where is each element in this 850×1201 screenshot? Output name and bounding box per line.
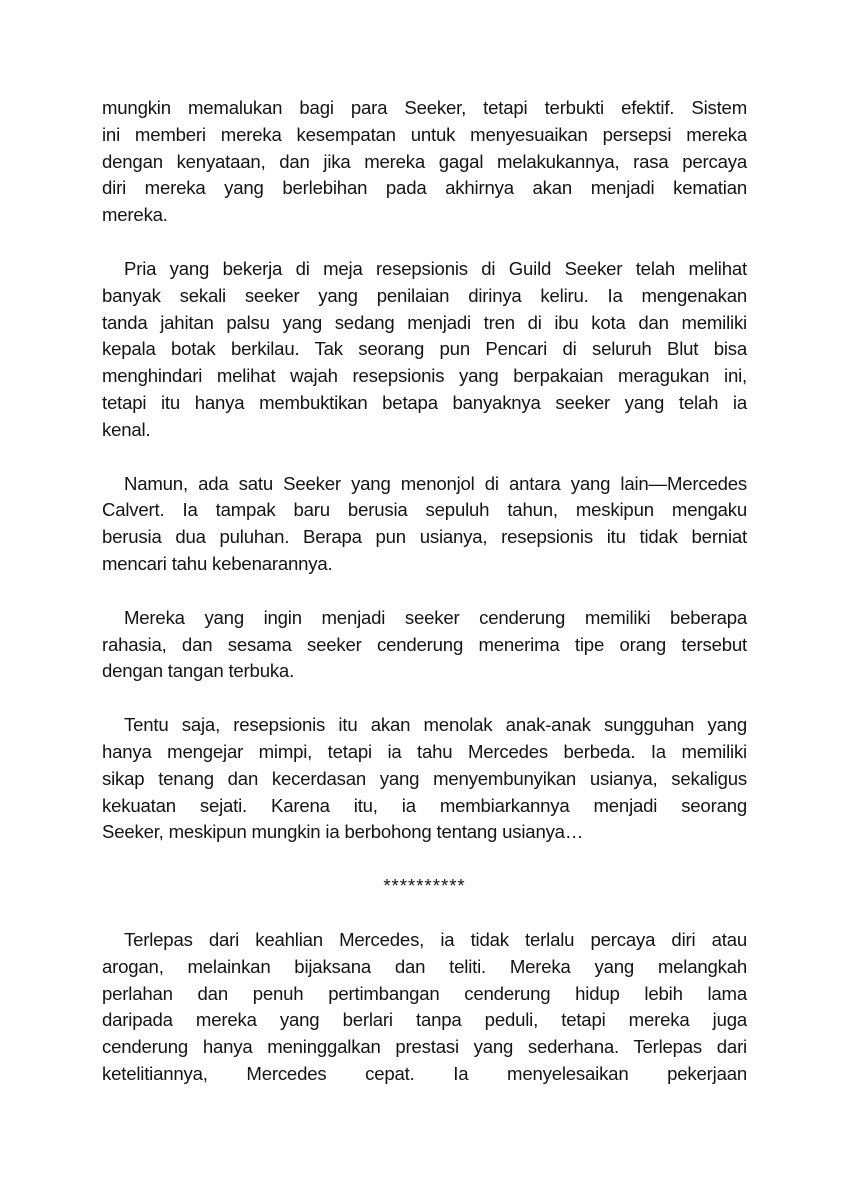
text-line: kenal.	[102, 418, 151, 440]
text-line: arogan, melainkan bijaksana dan teliti. Mereka yang melangkah	[102, 955, 747, 977]
text-line: dengan tangan terbuka.	[102, 660, 295, 682]
text-line: hanya mengejar mimpi, tetapi ia tahu Mercedes berbeda. Ia memiliki	[102, 740, 747, 762]
paragraph	[102, 256, 747, 444]
text-line: Tentu saja, resepsionis itu akan menolak anak-anak sungguhan yang	[124, 714, 747, 736]
text-line: Terlepas dari keahlian Mercedes, ia tidak terlalu percaya diri atau	[124, 928, 747, 950]
text-line: Mereka yang ingin menjadi seeker cenderung memiliki beberapa	[124, 606, 747, 628]
text-line: Calvert. Ia tampak baru berusia sepuluh tahun, meskipun mengaku	[102, 499, 747, 521]
text-line: mereka.	[102, 204, 168, 226]
text-line: kepala botak berkilau. Tak seorang pun Pencari di seluruh Blut bisa	[102, 338, 747, 360]
text-line: diri mereka yang berlebihan pada akhirnya akan menjadi kematian	[102, 177, 747, 199]
text-block	[102, 95, 747, 1088]
text-line: rahasia, dan sesama seeker cenderung menerima tipe orang tersebut	[102, 633, 747, 655]
text-line: kekuatan sejati. Karena itu, ia membiarkannya menjadi seorang	[102, 794, 747, 816]
paragraph	[102, 471, 747, 578]
paragraph	[102, 95, 747, 229]
paragraph	[102, 927, 747, 1088]
text-line: banyak sekali seeker yang penilaian dirinya keliru. Ia mengenakan	[102, 284, 747, 306]
text-line: tetapi itu hanya membuktikan betapa banyaknya seeker yang telah ia	[102, 391, 747, 413]
paragraph	[102, 605, 747, 685]
text-line: cenderung hanya meninggalkan prestasi yang sederhana. Terlepas dari	[102, 1036, 747, 1058]
text-line: ini memberi mereka kesempatan untuk menyesuaikan persepsi mereka	[102, 123, 747, 145]
text-line: dengan kenyataan, dan jika mereka gagal melakukannya, rasa percaya	[102, 150, 747, 172]
text-line: daripada mereka yang berlari tanpa peduli, tetapi mereka juga	[102, 1009, 747, 1031]
text-line: mencari tahu kebenarannya.	[102, 552, 333, 574]
text-line: tanda jahitan palsu yang sedang menjadi tren di ibu kota dan memiliki	[102, 311, 747, 333]
text-line: Pria yang bekerja di meja resepsionis di Guild Seeker telah melihat	[124, 257, 747, 279]
paragraph	[102, 712, 747, 846]
text-line: sikap tenang dan kecerdasan yang menyembunyikan usianya, sekaligus	[102, 767, 747, 789]
text-line: berusia dua puluhan. Berapa pun usianya, resepsionis itu tidak berniat	[102, 526, 747, 548]
text-line: Seeker, meskipun mungkin ia berbohong tentang usianya…	[102, 821, 584, 843]
text-line: perlahan dan penuh pertimbangan cenderung hidup lebih lama	[102, 982, 747, 1004]
text-line: mungkin memalukan bagi para Seeker, tetapi terbukti efektif. Sistem	[102, 97, 747, 118]
text-line: Namun, ada satu Seeker yang menonjol di antara yang lain—Mercedes	[124, 472, 747, 494]
text-line: ketelitiannya, Mercedes cepat. Ia menyelesaikan pekerjaan	[102, 1062, 747, 1084]
text-line: menghindari melihat wajah resepsionis yang berpakaian meragukan ini,	[102, 365, 747, 387]
section-separator: **********	[383, 875, 466, 897]
